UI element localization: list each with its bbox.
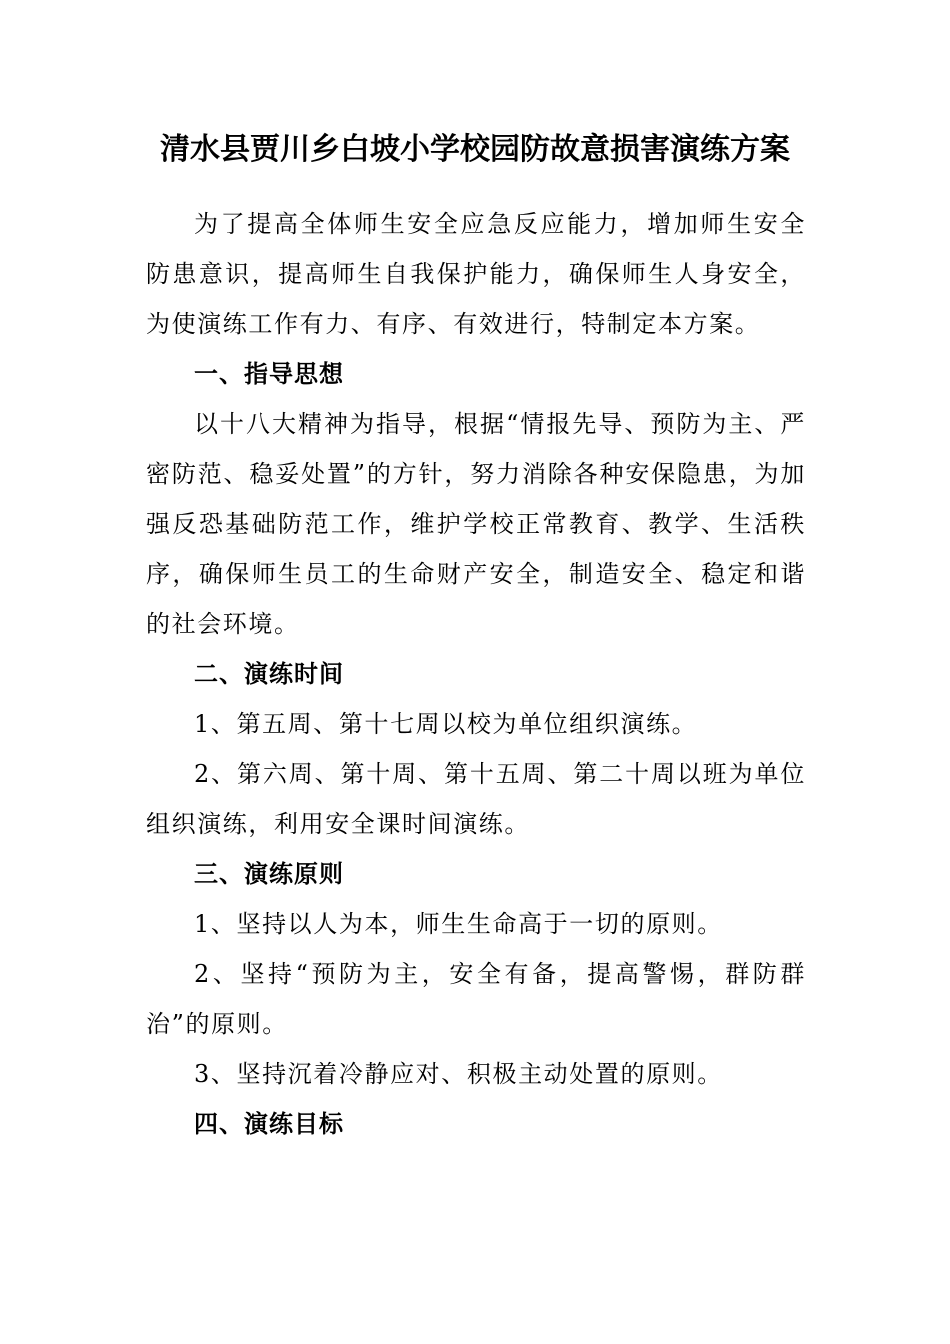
drill-principle-item-2: 2、坚持“预防为主，安全有备，提高警惕，群防群治”的原则。 — [146, 960, 806, 1038]
section-heading-drill-goals: 四、演练目标 — [194, 1109, 344, 1138]
document-title: 清水县贾川乡白坡小学校园防故意损害演练方案 — [160, 132, 790, 167]
section-heading-drill-principles: 三、演练原则 — [194, 859, 344, 888]
drill-principle-item-1: 1、坚持以人为本，师生生命高于一切的原则。 — [194, 910, 723, 938]
guiding-thought-paragraph: 以十八大精神为指导，根据“情报先导、预防为主、严密防范、稳妥处置”的方针，努力消除各种安保隐患，为加强反恐基础防范工作，维护学校正常教育、教学、生活秩序，确保师生员工的生命财产安全，制造安全、稳定和谐的社会环境。 — [146, 410, 806, 638]
drill-time-item-2: 2、第六周、第十周、第十五周、第二十周以班为单位组织演练，利用安全课时间演练。 — [146, 760, 806, 838]
drill-time-item-1: 1、第五周、第十七周以校为单位组织演练。 — [194, 710, 698, 738]
section-heading-guiding-thought: 一、指导思想 — [194, 359, 344, 388]
section-heading-drill-time: 二、演练时间 — [194, 659, 344, 688]
intro-paragraph: 为了提高全体师生安全应急反应能力，增加师生安全防患意识，提高师生自我保护能力，确保师生人身安全，为使演练工作有力、有序、有效进行，特制定本方案。 — [146, 210, 806, 338]
drill-principle-item-3: 3、坚持沉着冷静应对、积极主动处置的原则。 — [194, 1060, 723, 1088]
document-body — [146, 199, 806, 1149]
